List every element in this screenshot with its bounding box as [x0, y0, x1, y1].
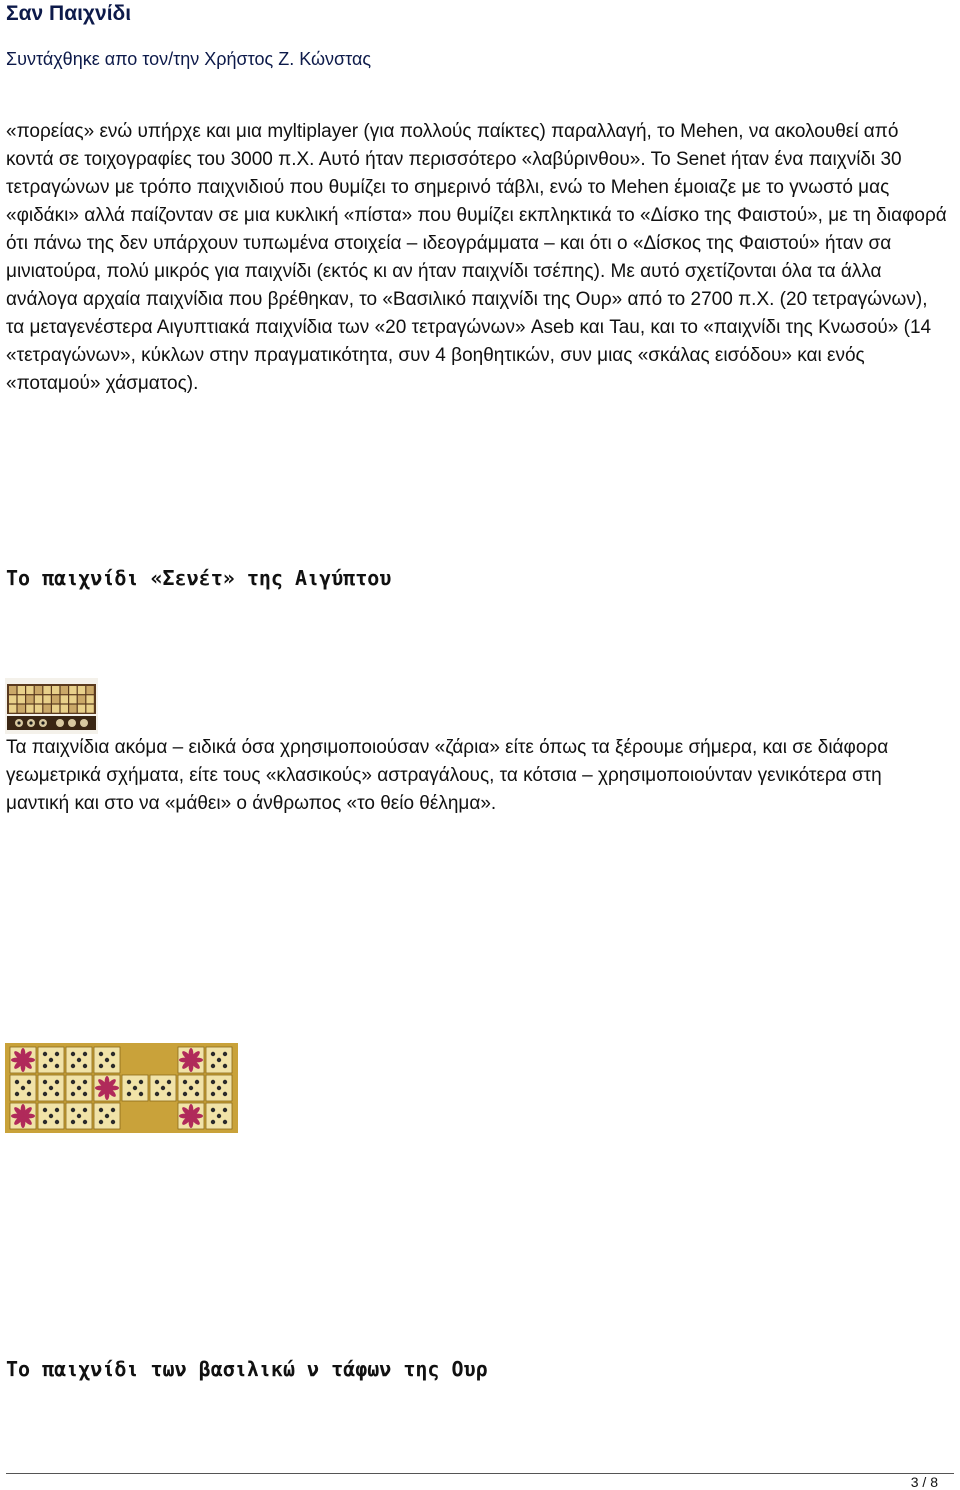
- footer-divider: [6, 1473, 954, 1474]
- header-author: Συντάχθηκε απο τον/την Χρήστος Ζ. Κώνστας: [6, 49, 372, 69]
- section-heading-senet: Το παιχνίδι «Σενέτ» της Αιγύπτου: [6, 566, 392, 590]
- header-title: Σαν Παιχνίδι: [6, 2, 132, 25]
- section-heading-ur: Το παιχνίδι των βασιλικώ ν τάφων της Ουρ: [6, 1357, 488, 1381]
- senet-board-image: [5, 678, 98, 734]
- body-paragraph: «πορείας» ενώ υπήρχε και μια myltiplayer (για πολλούς παίκτες) παραλλαγή, το Mehen, να ακολουθεί από κοντά σε τοιχογραφίες του 3000 π.Χ. Αυτό ήταν περισσότερο «λαβύρινθου». Το Senet ήταν ένα παιχνίδι 30 τετραγώνων με τρόπο παιχνιδιού που θυμίζει το σημερινό τάβλι, ενώ το Mehen έμοιαζε με το γνωστό μας «φιδάκι» αλλά παίζονταν σε μια κυκλική «πίστα» που θυμίζει εκπληκτικά το «Δίσκο της Φαιστού», με τη διαφορά ότι πάνω της δεν υπάρχουν τυπωμένα στοιχεία – ιδεογράμματα – και ότι ο «Δίσκος της Φαιστού» ήταν σα μινιατούρα, πολύ μικρός για παιχνίδι (εκτός κι αν ήταν παιχνίδι τσέπης). Με αυτό σχετίζονται όλα τα άλλα ανάλογα αρχαία παιχνίδια που βρέθηκαν, το «Βασιλικό παιχνίδι της Ουρ» από το 2700 π.Χ. (20 τετραγώνων), τα μεταγενέστερα Αιγυπτιακά παιχνίδια των «20 τετραγώνων» Aseb και Tau, και το «παιχνίδι της Κνωσού» (14 «τετραγώνων», κύκλων στην πραγματικότητα, συν 4 βοηθητικών, συν μιας «σκάλας εισόδου» και ενός «ποταμού» χάσματος).: [6, 121, 947, 394]
- page-number: 3 / 8: [910, 1474, 938, 1490]
- ur-board-image: [5, 1043, 238, 1133]
- body-paragraph: Τα παιχνίδια ακόμα – ειδικά όσα χρησιμοποιούσαν «ζάρια» είτε όπως τα ξέρουμε σήμερα, και σε διάφορα γεωμετρικά σχήματα, είτε τους «κλασικούς» αστραγάλους, τα κότσια – χρησιμοποιούνταν γενικότερα στη μαντική και στο να «μάθει» ο άνθρωπος «το θείο θέλημα».: [6, 737, 889, 814]
